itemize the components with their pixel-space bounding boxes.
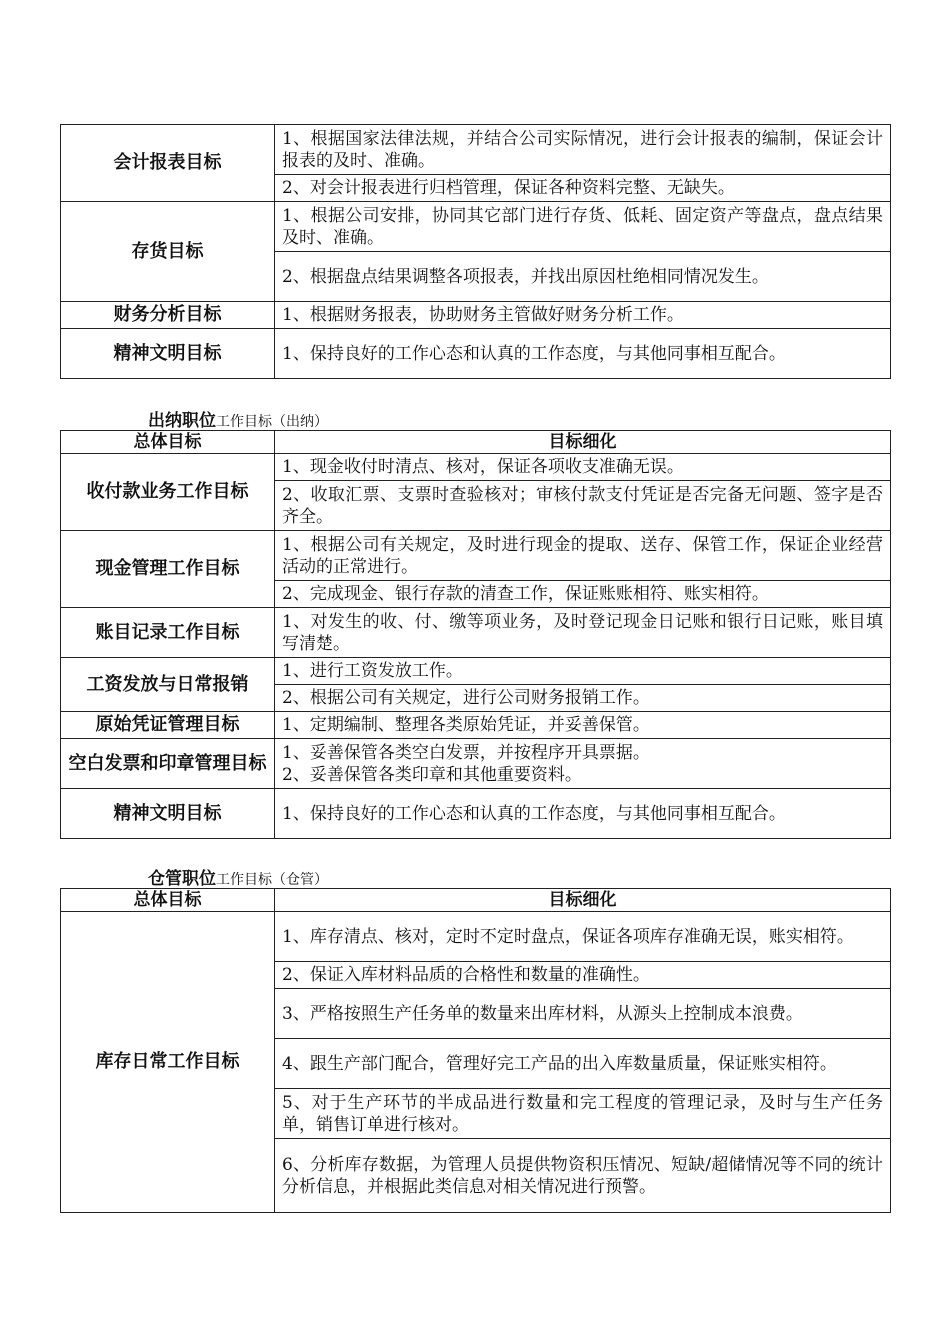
detail-cell: 3、严格按照生产任务单的数量来出库材料，从源头上控制成本浪费。 [275, 989, 891, 1039]
goal-cell: 精神文明目标 [61, 789, 275, 839]
detail-cell: 1、库存清点、核对，定时不定时盘点，保证各项库存准确无误，账实相符。 [275, 912, 891, 962]
goal-cell: 财务分析目标 [61, 302, 275, 329]
column-header-detail: 目标细化 [275, 889, 891, 912]
section-title-rest: 工作目标（仓管） [216, 872, 328, 888]
goal-cell: 账目记录工作目标 [61, 608, 275, 658]
goal-cell: 工资发放与日常报销 [61, 658, 275, 712]
detail-cell [275, 739, 891, 789]
table-row [61, 739, 891, 789]
table-row [61, 608, 891, 658]
table-header-row [61, 431, 891, 454]
cashier-section-title [148, 406, 328, 431]
table-row [61, 531, 891, 581]
detail-cell: 1、保持良好的工作心态和认真的工作态度，与其他同事相互配合。 [275, 789, 891, 839]
detail-line: 1、妥善保管各类空白发票，并按程序开具票据。 [282, 742, 650, 763]
detail-cell: 6、分析库存数据，为管理人员提供物资积压情况、短缺/超储情况等不同的统计分析信息，并根据此类信息对相关情况进行预警。 [275, 1139, 891, 1213]
detail-cell: 2、根据公司有关规定，进行公司财务报销工作。 [275, 685, 891, 712]
detail-cell: 1、根据国家法律法规，并结合公司实际情况，进行会计报表的编制，保证会计报表的及时、准确。 [275, 125, 891, 175]
table-row [61, 712, 891, 739]
section-title-bold: 仓管职位 [148, 869, 216, 889]
table-row [61, 125, 891, 175]
detail-cell: 1、进行工资发放工作。 [275, 658, 891, 685]
detail-cell: 1、根据公司安排，协同其它部门进行存货、低耗、固定资产等盘点，盘点结果及时、准确。 [275, 202, 891, 252]
detail-cell: 5、对于生产环节的半成品进行数量和完工程度的管理记录，及时与生产任务单，销售订单进行核对。 [275, 1089, 891, 1139]
table-row [61, 789, 891, 839]
detail-line: 2、妥善保管各类印章和其他重要资料。 [282, 764, 582, 785]
goal-cell: 库存日常工作目标 [61, 912, 275, 1213]
detail-cell: 1、对发生的收、付、缴等项业务，及时登记现金日记账和银行日记账，账目填写清楚。 [275, 608, 891, 658]
detail-cell: 2、对会计报表进行归档管理，保证各种资料完整、无缺失。 [275, 175, 891, 202]
goal-cell: 空白发票和印章管理目标 [61, 739, 275, 789]
goal-cell: 现金管理工作目标 [61, 531, 275, 608]
detail-cell: 1、保持良好的工作心态和认真的工作态度，与其他同事相互配合。 [275, 329, 891, 379]
goal-cell: 收付款业务工作目标 [61, 454, 275, 531]
section-title-rest: 工作目标（出纳） [216, 414, 328, 430]
goal-cell: 会计报表目标 [61, 125, 275, 202]
detail-cell: 2、收取汇票、支票时查验核对；审核付款支付凭证是否完备无问题、签字是否齐全。 [275, 481, 891, 531]
warehouse-section-title [148, 864, 328, 889]
table-header-row [61, 889, 891, 912]
detail-cell: 1、根据财务报表，协助财务主管做好财务分析工作。 [275, 302, 891, 329]
table-row [61, 202, 891, 252]
table-row [61, 329, 891, 379]
detail-cell: 1、根据公司有关规定，及时进行现金的提取、送存、保管工作，保证企业经营活动的正常进行。 [275, 531, 891, 581]
detail-cell: 2、保证入库材料品质的合格性和数量的准确性。 [275, 962, 891, 989]
section-title-bold: 出纳职位 [148, 411, 216, 431]
table-row [61, 302, 891, 329]
column-header-goal: 总体目标 [61, 889, 275, 912]
detail-cell: 1、定期编制、整理各类原始凭证，并妥善保管。 [275, 712, 891, 739]
warehouse-goals-table [60, 888, 891, 1213]
detail-cell: 1、现金收付时清点、核对，保证各项收支准确无误。 [275, 454, 891, 481]
table-row [61, 912, 891, 962]
table-row [61, 454, 891, 481]
detail-cell: 4、跟生产部门配合，管理好完工产品的出入库数量质量，保证账实相符。 [275, 1039, 891, 1089]
column-header-detail: 目标细化 [275, 431, 891, 454]
goal-cell: 存货目标 [61, 202, 275, 302]
table-row [61, 658, 891, 685]
cashier-goals-table [60, 430, 891, 839]
detail-cell: 2、完成现金、银行存款的清查工作，保证账账相符、账实相符。 [275, 581, 891, 608]
detail-cell: 2、根据盘点结果调整各项报表，并找出原因杜绝相同情况发生。 [275, 252, 891, 302]
goal-cell: 精神文明目标 [61, 329, 275, 379]
column-header-goal: 总体目标 [61, 431, 275, 454]
goal-cell: 原始凭证管理目标 [61, 712, 275, 739]
accounting-goals-table [60, 124, 891, 379]
